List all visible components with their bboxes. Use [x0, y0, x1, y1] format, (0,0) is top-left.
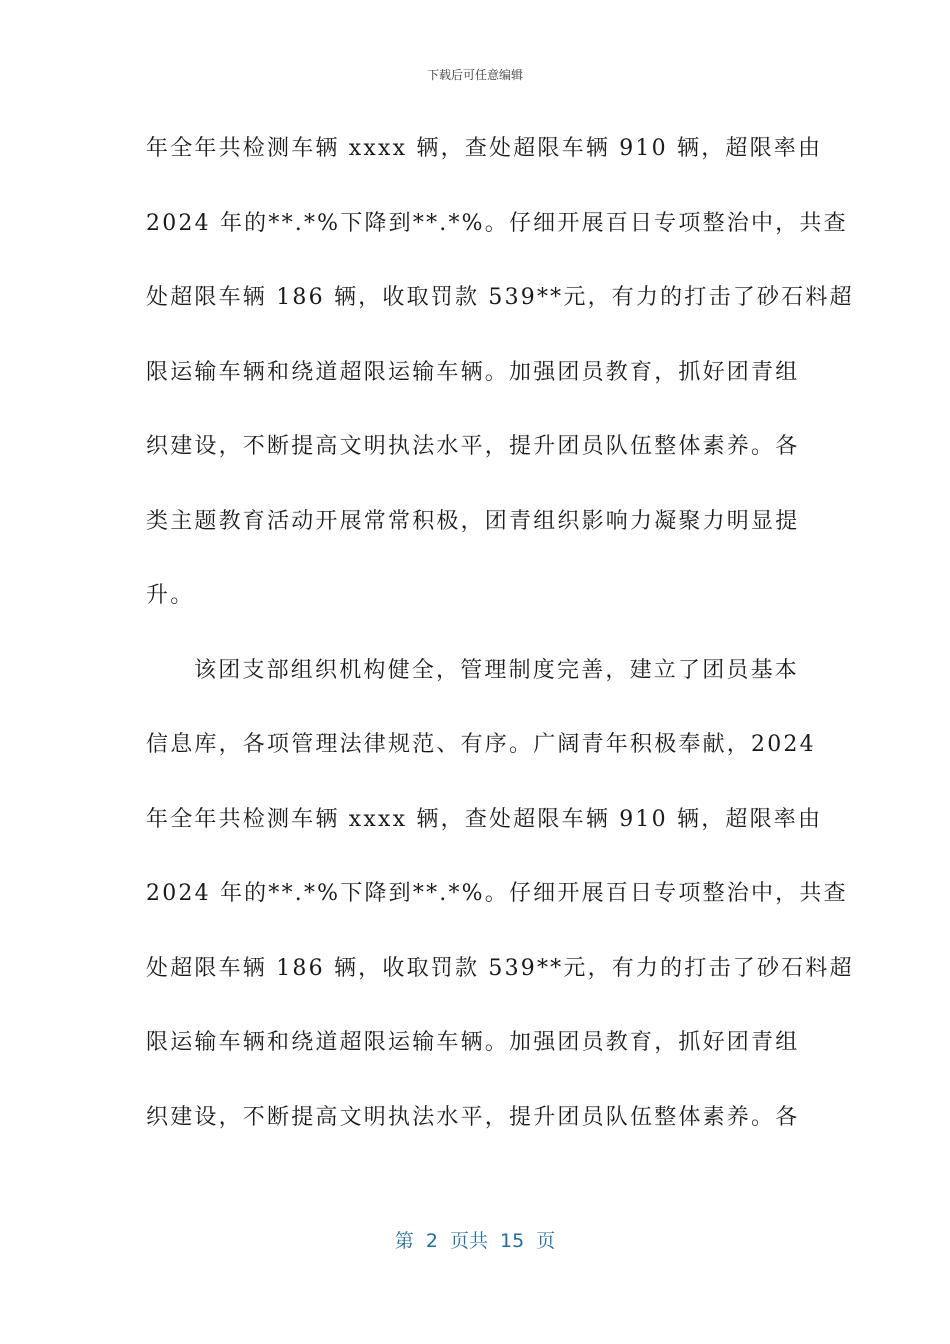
text-line: 类主题教育活动开展常常积极，团青组织影响力凝聚力明显提	[146, 508, 800, 534]
text-line: 升。	[146, 583, 195, 608]
text-line: 信息库，各项管理法律规范、有序。广阔青年积极奉献，2024	[146, 732, 816, 757]
text-line: 处超限车辆 186 辆，收取罚款 539**元，有力的打击了砂石料超	[146, 955, 854, 981]
document-body	[146, 112, 854, 1155]
text-line: 年全年共检测车辆 xxxx 辆，查处超限车辆 910 辆，超限率由	[146, 136, 823, 161]
text-line: 2024 年的**.*%下降到**.*%。仔细开展百日专项整治中，共查	[146, 210, 848, 236]
text-line: 该团支部组织机构健全，管理制度完善，建立了团员基本	[194, 657, 800, 683]
text-line: 织建设，不断提高文明执法水平，提升团员队伍整体素养。各	[146, 434, 800, 459]
text-line: 织建设，不断提高文明执法水平，提升团员队伍整体素养。各	[146, 1104, 800, 1130]
text-line: 限运输车辆和绕道超限运输车辆。加强团员教育，抓好团青组	[146, 359, 800, 385]
text-line: 处超限车辆 186 辆，收取罚款 539**元，有力的打击了砂石料超	[146, 285, 854, 310]
page-number-footer: 第 2 页共 15 页	[394, 1230, 556, 1252]
text-line: 年全年共检测车辆 xxxx 辆，查处超限车辆 910 辆，超限率由	[146, 806, 823, 832]
text-line: 限运输车辆和绕道超限运输车辆。加强团员教育，抓好团青组	[146, 1030, 800, 1055]
text-line: 2024 年的**.*%下降到**.*%。仔细开展百日专项整治中，共查	[146, 881, 848, 906]
page-header-note: 下载后可任意编辑	[426, 68, 523, 82]
